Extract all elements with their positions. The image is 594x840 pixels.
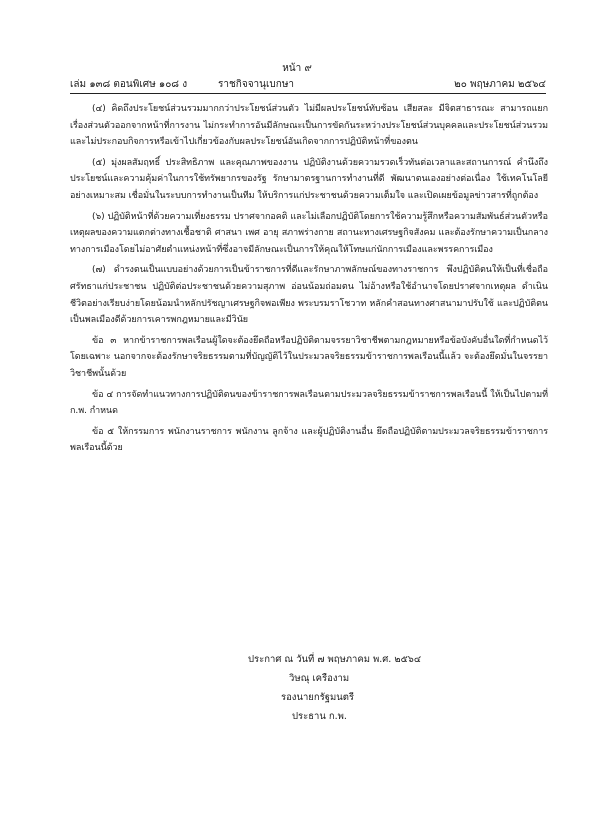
paragraph-item-4: (๔) คิดถึงประโยชน์ส่วนรวมมากกว่าประโยชน์ส่วนตัว ไม่มีผลประโยชน์ทับซ้อน เสียสละ มีจิตสาธารณะ สามารถแยกเรื่องส่วนตัวออกจากหน้าที่การงาน ไม่กระทำการอันมีลักษณะเป็นการขัดกันระหว่างประโยชน์ส่วนบุคคลและประโยชน์ส่วนรวม และไม่ประกอบกิจการหรือเข้าไปเกี่ยวข้องกับผลประโยชน์อันเกิดจากการปฏิบัติหน้าที่ของตน	[70, 104, 548, 148]
signatory-name: วิษณุ เครืองาม	[289, 673, 350, 684]
document-body	[70, 101, 548, 461]
signature-block	[0, 650, 594, 726]
header-rule	[70, 93, 546, 94]
volume-issue: เล่ม ๑๓๘ ตอนพิเศษ ๑๐๘ ง	[70, 79, 188, 90]
paragraph-item-6: (๖) ปฏิบัติหน้าที่ด้วยความเที่ยงธรรม ปราศจากอคติ และไม่เลือกปฏิบัติโดยการใช้ความรู้สึกหรือความสัมพันธ์ส่วนตัวหรือเหตุผลของความแตกต่างทางเชื้อชาติ ศาสนา เพศ อายุ สภาพร่างกาย สถานะทางเศรษฐกิจสังคม และต้องรักษาความเป็นกลางทางการเมืองโดยไม่อาศัยตำแหน่งหน้าที่ซึ่งอาจมีลักษณะเป็นการให้คุณให้โทษแก่นักการเมืองและพรรคการเมือง	[70, 211, 548, 255]
paragraph-item-5: (๕) มุ่งผลสัมฤทธิ์ ประสิทธิภาพ และคุณภาพของงาน ปฏิบัติงานด้วยความรวดเร็วทันต่อเวลาและสถานการณ์ คำนึงถึงประโยชน์และความคุ้มค่าในการใช้ทรัพยากรของรัฐ รักษามาตรฐานการทำงานที่ดี พัฒนาตนเองอย่างต่อเนื่อง ใช้เทคโนโลยีอย่างเหมาะสม เชื่อมั่นในระบบการทำงานเป็นทีม ให้บริการแก่ประชาชนด้วยความเต็มใจ และเปิดเผยข้อมูลข่าวสารที่ถูกต้อง	[70, 157, 548, 201]
announcement-date: ประกาศ ณ วันที่ ๗ พฤษภาคม พ.ศ. ๒๕๖๔	[248, 654, 422, 665]
gazette-title: ราชกิจจานุเบกษา	[218, 79, 295, 90]
clause-4: ข้อ ๔ การจัดทำแนวทางการปฏิบัติตนของข้าราชการพลเรือนตามประมวลจริยธรรมข้าราชการพลเรือนนี้ ให้เป็นไปตามที่ ก.พ. กำหนด	[70, 389, 548, 417]
page-number: หน้า ๙	[282, 63, 312, 74]
clause-5: ข้อ ๕ ให้กรรมการ พนักงานราชการ พนักงาน ลูกจ้าง และผู้ปฏิบัติงานอื่น ยึดถือปฏิบัติตามประมวลจริยธรรมข้าราชการพลเรือนนี้ด้วย	[70, 426, 548, 454]
signatory-role: ประธาน ก.พ.	[292, 711, 347, 722]
paragraph-item-7: (๗) ดำรงตนเป็นแบบอย่างด้วยการเป็นข้าราชการที่ดีและรักษาภาพลักษณ์ของทางราชการ พึงปฏิบัติตนให้เป็นที่เชื่อถือศรัทธาแก่ประชาชน ปฏิบัติต่อประชาชนด้วยความสุภาพ อ่อนน้อมถ่อมตน ไม่อ้างหรือใช้อำนาจโดยปราศจากเหตุผล ดำเนินชีวิตอย่างเรียบง่ายโดยน้อมนำหลักปรัชญาเศรษฐกิจพอเพียง พระบรมราโชวาท หลักคำสอนทางศาสนามาปรับใช้ และปฏิบัติตนเป็นพลเมืองดีด้วยการเคารพกฎหมายและมีวินัย	[70, 265, 548, 326]
gazette-header	[70, 79, 546, 91]
clause-3: ข้อ ๓ หากข้าราชการพลเรือนผู้ใดจะต้องยึดถือหรือปฏิบัติตามจรรยาวิชาชีพตามกฎหมายหรือข้อบังคับอื่นใดที่กำหนดไว้โดยเฉพาะ นอกจากจะต้องรักษาจริยธรรมตามที่บัญญัติไว้ในประมวลจริยธรรมข้าราชการพลเรือนนี้แล้ว จะต้องยึดมั่นในจรรยาวิชาชีพนั้นด้วย	[70, 335, 548, 379]
signatory-position: รองนายกรัฐมนตรี	[281, 692, 354, 703]
publication-date: ๒๐ พฤษภาคม ๒๕๖๔	[454, 79, 546, 90]
